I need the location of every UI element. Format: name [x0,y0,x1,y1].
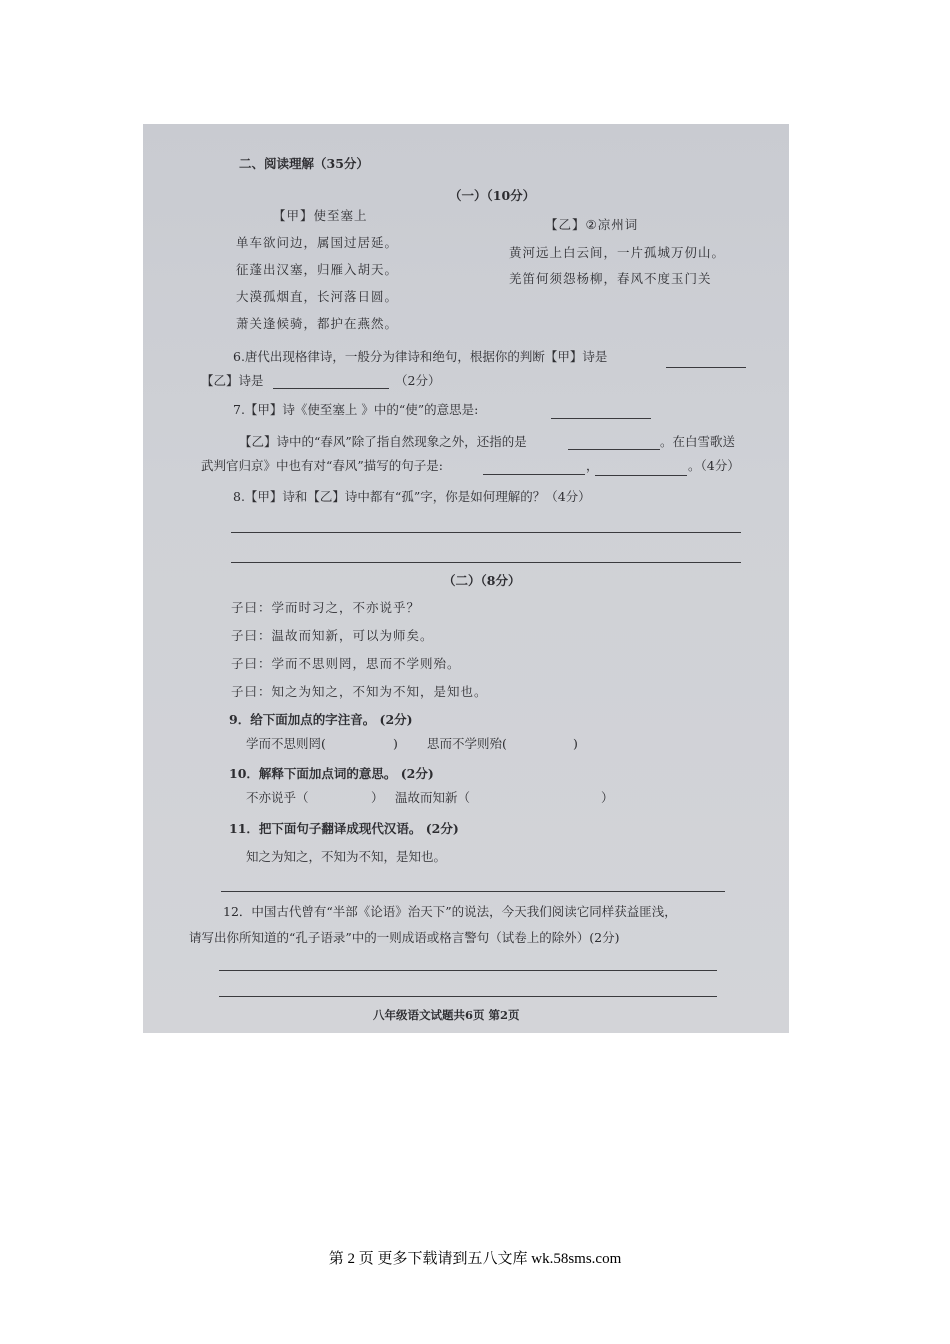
poem-yi-line-1: 黄河远上白云间，一片孤城万仞山。 [509,245,726,260]
q12-line-2: 请写出你所知道的“孔子语录”中的一则成语或格言警句（试卷上的除外）(2分) [189,930,620,945]
q6-line-2-label: 【乙】诗是 [201,373,264,388]
q11-sentence: 知之为知之，不知为不知，是知也。 [246,849,447,864]
q10-item-1: 不亦说乎（ [246,790,309,805]
q11-title: 11．把下面句子翻译成现代汉语。 (2分) [229,821,459,836]
q10-item-2: 温故而知新（ [395,790,471,805]
poem-jia-title: 【甲】使至塞上 [273,208,368,223]
q6-blank-jia[interactable] [666,367,746,368]
q7-blank-1[interactable] [551,418,651,419]
q7-line-3a: 武判官归京》中也有对“春风”描写的句子是: [201,458,443,473]
page-footer: 第 2 页 更多下载请到五八文库 wk.58sms.com [328,1251,622,1267]
quote-3: 子曰：学而不思则罔，思而不学则殆。 [231,656,461,671]
poem-jia-line-2: 征蓬出汉塞，归雁入胡天。 [236,262,399,277]
q12-answer-line-2[interactable] [219,996,717,997]
q7-line-2a: 【乙】诗中的“春风”除了指自然现象之外，还指的是 [239,434,527,449]
q8-answer-line-2[interactable] [231,562,741,563]
q6-line-2-score: （2分） [395,373,441,388]
exam-page-footer: 八年级语文试题共6页 第2页 [373,1008,520,1022]
poem-jia-line-3: 大漠孤烟直，长河落日圆。 [236,289,399,304]
q10-item-2-close: ） [601,790,614,805]
quote-2: 子曰：温故而知新，可以为师矣。 [231,628,434,643]
q7-line-3c: 。（4分） [688,458,740,473]
quote-1: 子曰：学而时习之，不亦说乎？ [231,600,421,615]
q7-line-1: 7.【甲】诗《使至塞上 》中的“使”的意思是: [233,402,479,417]
q7-line-3b: ， [586,458,599,473]
q9-item-2: 思而不学则殆( [427,736,507,751]
q12-line-1: 12．中国古代曾有“半部《论语》治天下”的说法，今天我们阅读它同样获益匪浅， [223,904,677,919]
poem-jia-line-1: 单车欲问边，属国过居延。 [236,235,399,250]
q6-line-1: 6.唐代出现格律诗，一般分为律诗和绝句，根据你的判断【甲】诗是 [233,349,608,364]
part2-heading: （二）（8分） [443,573,521,588]
poem-jia-line-4: 萧关逢候骑，都护在燕然。 [236,316,399,331]
q9-item-1-close: ) [393,736,398,751]
poem-yi-line-2: 羌笛何须怨杨柳，春风不度玉门关 [509,271,712,286]
q10-item-1-close: ） [371,790,384,805]
q7-blank-4[interactable] [595,475,687,476]
q7-blank-3[interactable] [483,474,585,475]
q9-item-2-close: ) [573,736,578,751]
q8-question: 8.【甲】诗和【乙】诗中都有“孤”字，你是如何理解的？（4分） [233,489,591,504]
q11-answer-line[interactable] [221,891,725,892]
q9-title: 9．给下面加点的字注音。 (2分) [229,712,413,727]
q7-line-2b: 。在白雪歌送 [660,434,736,449]
q6-blank-yi[interactable] [273,388,389,389]
q8-answer-line-1[interactable] [231,532,741,533]
part1-heading: （一）（10分） [449,188,536,203]
q9-item-1: 学而不思则罔( [246,736,326,751]
poem-yi-title: 【乙】②凉州词 [545,217,639,232]
quote-4: 子曰：知之为知之，不知为不知，是知也。 [231,684,488,699]
section-title: 二、阅读理解（35分） [239,156,369,171]
exam-page-photo [143,124,789,1033]
q12-answer-line-1[interactable] [219,970,717,971]
q10-title: 10．解释下面加点词的意思。 (2分) [229,766,434,781]
q7-blank-2[interactable] [568,449,660,450]
